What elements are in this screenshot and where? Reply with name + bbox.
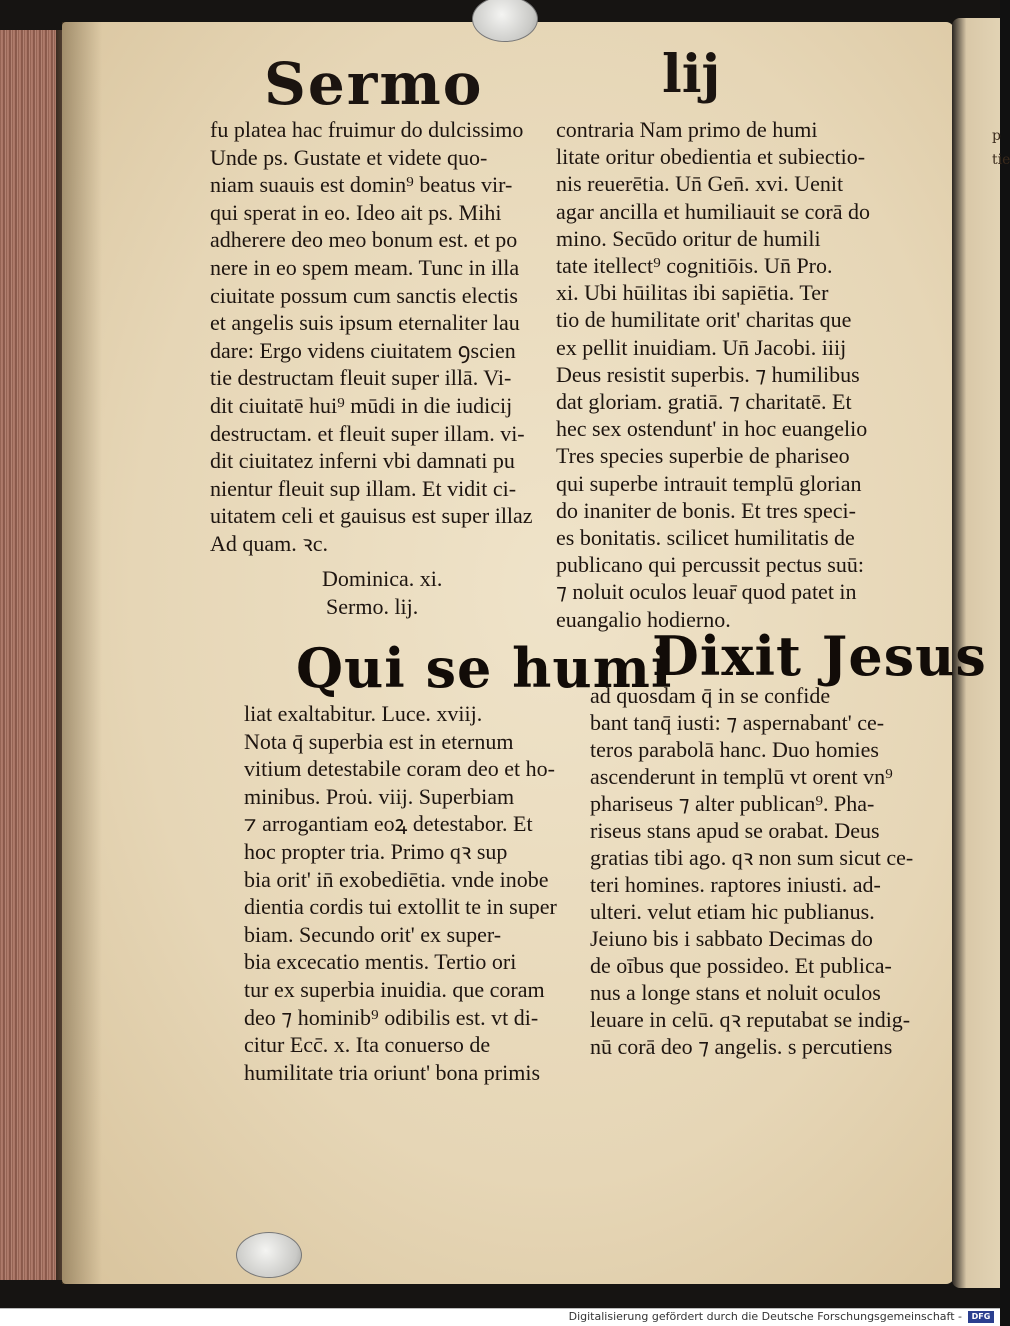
- text-line: euangalio hodierno.: [556, 606, 731, 632]
- text-line: ulteri. velut etiam hic publianus.: [590, 899, 875, 924]
- text-line: dientia cordis tui extollit te in super: [244, 894, 557, 920]
- text-line: ascenderunt in templū vt orent vn⁹: [590, 764, 893, 789]
- text-line: de oībus que possideo. Et publica-: [590, 953, 892, 978]
- text-line: ⁊ arrogantiam eoꝝ detestabor. Et: [244, 811, 533, 837]
- text-line: hoc propter tria. Primo qꝛ sup: [244, 839, 508, 864]
- text-line: et angelis suis ipsum eternaliter lau: [210, 310, 520, 336]
- text-line: riseus stans apud se orabat. Deus: [590, 818, 880, 843]
- text-line: citur Ecc̄. x. Ita conuerso de: [244, 1032, 491, 1058]
- text-line: deo ⁊ hominib⁹ odibilis est. vt di-: [244, 1004, 539, 1030]
- text-line: leuare in celū. qꝛ reputabat se indig-: [590, 1007, 911, 1032]
- text-line: nientur fleuit sup illam. Et vidit ci-: [210, 475, 517, 501]
- text-line: minibus. Prou̇. viij. Superbiam: [244, 783, 515, 809]
- text-line: litate oritur obedientia et subiectio-: [556, 144, 866, 170]
- text-line: tate itellect⁹ cognitiōis. Un̄ Pro.: [556, 253, 833, 278]
- page-clip-bottom: [236, 1232, 302, 1278]
- text-line: Deus resistit superbis. ⁊ humilibus: [556, 361, 860, 387]
- text-line: contraria Nam primo de humi: [556, 117, 818, 142]
- text-line: biam. Secundo orit' ex super-: [244, 921, 502, 947]
- next-page-fragment: tie: [992, 152, 1010, 168]
- text-line: ⁊ noluit oculos leuar̄ quod patet in: [556, 579, 857, 605]
- running-head-title: Sermo: [264, 50, 484, 118]
- text-line: Ad quam. ꝛc.: [210, 531, 328, 556]
- text-line: ex pellit inuidiam. Un̄ Jacobi. iiij: [556, 334, 847, 360]
- text-line: teros parabolā hanc. Duo homies: [590, 737, 879, 762]
- text-line: uitatem celi et gauisus est super illaz: [210, 503, 533, 529]
- text-line: dit ciuitatē hui⁹ mūdi in die iudicij: [210, 393, 513, 418]
- text-line: qui sperat in eo. Ideo ait ps. Mihi: [210, 199, 502, 225]
- text-line: qui superbe intrauit templū glorian: [556, 470, 862, 496]
- text-line: Unde ps. Gustate et videte quo-: [210, 144, 488, 170]
- text-line: Nota q̄ superbia est in eternum: [244, 728, 514, 754]
- text-line: nis reuerētia. Un̄ Gen̄. xvi. Uenit: [556, 171, 844, 197]
- text-line: gratias tibi ago. qꝛ non sum sicut ce-: [590, 845, 914, 870]
- text-line: bia orit' in̄ exobediētia. vnde inobe: [244, 866, 549, 892]
- book-fore-edge: [0, 30, 60, 1280]
- text-line: nus a longe stans et noluit oculos: [590, 980, 881, 1005]
- text-line: publicano qui percussit pectus suū:: [556, 552, 864, 578]
- text-line: ciuitate possum cum sanctis electis: [210, 282, 518, 308]
- text-line: adherere deo meo bonum est. et po: [210, 227, 518, 253]
- text-line: teri homines. raptores iniusti. ad-: [590, 872, 881, 897]
- text-line: fu platea hac fruimur do dulcissimo: [210, 117, 524, 142]
- display-initial-right: Dixit Jesus: [652, 624, 987, 688]
- text-line: nere in eo spem meam. Tunc in illa: [210, 255, 520, 280]
- text-line: es bonitatis. scilicet humilitatis de: [556, 525, 855, 550]
- next-page-fragment: p: [992, 128, 1001, 144]
- text-line: tur ex superbia inuidia. que coram: [244, 977, 545, 1002]
- section-sermo: Sermo. lij.: [326, 594, 419, 619]
- text-line: mino. Secūdo oritur de humili: [556, 225, 821, 251]
- text-line: hec sex ostendunt' in hoc euangelio: [556, 416, 868, 442]
- text-line: agar ancilla et humiliauit se corā do: [556, 198, 870, 224]
- text-line: do inaniter de bonis. Et tres speci-: [556, 497, 856, 523]
- footer-credit: Digitalisierung gefördert durch die Deutsche Forschungsgemeinschaft -: [568, 1310, 962, 1323]
- page-number: lij: [662, 44, 721, 105]
- page-gutter-shade: [62, 22, 102, 1284]
- text-line: dare: Ergo videns ciuitatem ꝯscien: [210, 337, 516, 363]
- text-line: nū corā deo ⁊ angelis. s percutiens: [590, 1034, 893, 1059]
- text-line: humilitate tria oriunt' bona primis: [244, 1059, 541, 1085]
- text-line: tie destructam fleuit super illā. Vi-: [210, 365, 512, 391]
- text-line: liat exaltabitur. Luce. xviij.: [244, 701, 483, 726]
- text-line: destructam. et fleuit super illam. vi-: [210, 420, 525, 446]
- text-line: niam suauis est domin⁹ beatus vir-: [210, 172, 513, 198]
- text-line: xi. Ubi hūilitas ibi sapiētia. Ter: [556, 280, 829, 306]
- footer-bar: [0, 1308, 1000, 1326]
- text-line: Tres species superbie de phariseo: [556, 443, 850, 469]
- text-line: dat gloriam. gratiā. ⁊ charitatē. Et: [556, 389, 852, 414]
- display-initial-left: Qui se humi: [296, 636, 673, 700]
- text-line: Jeiuno bis i sabbato Decimas do: [590, 926, 873, 951]
- text-line: tio de humilitate orit' charitas que: [556, 307, 852, 333]
- text-line: dit ciuitatez inferni vbi damnati pu: [210, 448, 515, 474]
- dfg-logo: DFG: [968, 1311, 994, 1323]
- text-line: bant tanq̄ iusti: ⁊ aspernabant' ce-: [590, 710, 885, 735]
- text-line: bia excecatio mentis. Tertio ori: [244, 949, 517, 975]
- text-line: ad quosdam q̄ in se confide: [590, 683, 831, 708]
- text-line: vitium detestabile coram deo et ho-: [244, 756, 555, 782]
- text-line: phariseus ⁊ alter publican⁹. Pha-: [590, 791, 875, 816]
- section-dominica: Dominica. xi.: [322, 566, 443, 591]
